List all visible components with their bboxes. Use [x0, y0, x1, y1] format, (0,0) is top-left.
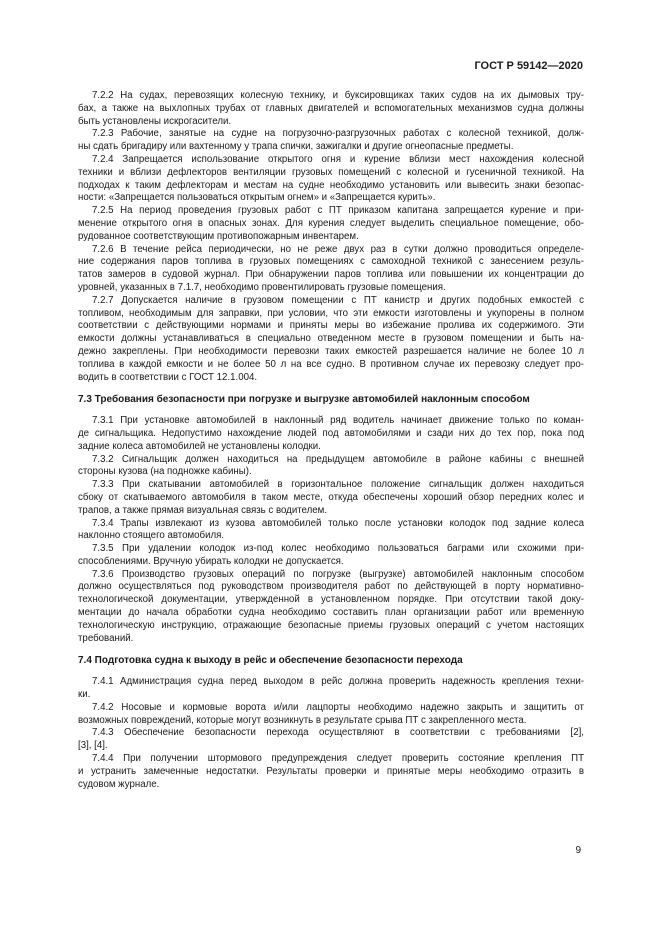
text-line: судовом журнале. — [78, 778, 160, 790]
paragraph-7-3-5 — [78, 543, 584, 569]
text-line: 7.4.4 При получении штормового предупреждения следует проверить состояние крепления ПТ — [92, 753, 584, 765]
paragraph-7-3-3 — [78, 479, 584, 517]
text-line: 7.2.2 На судах, перевозящих колесную технику, и буксировщиках таких судов на их дымовых тру- — [92, 90, 584, 101]
paragraph-7-2-3 — [78, 128, 584, 154]
text-line: стороны кузова (на подножке кабины). — [78, 466, 252, 478]
text-line: и устранить замеченные недостатки. Результаты проверки и принятые меры необходимо отразить в — [78, 765, 584, 777]
text-line: де сигнальщика. Недопустимо нахождение людей под автомобилями и сзади них до тех пор, пока под — [78, 427, 584, 439]
text-line: 7.2.3 Рабочие, занятые на судне на погрузочно-разгрузочных работах с колесной техникой, долж- — [92, 128, 584, 140]
text-line: ментации до начала обработки судна необходимо составить план организации работ или временную — [78, 607, 584, 619]
document-header: ГОСТ Р 59142—2020 — [474, 60, 583, 72]
text-line: ки. — [78, 689, 91, 701]
paragraph-7-2-6 — [78, 244, 584, 295]
paragraph-7-2-7 — [78, 295, 584, 385]
document-body — [78, 90, 584, 791]
section-7-2 — [78, 90, 584, 384]
text-line: менение открытого огня в опасных зонах. Для курения следует выделить специальное помещение, обо- — [78, 217, 584, 229]
paragraph-7-3-1 — [78, 415, 584, 453]
text-line: емкости должны устанавливаться в специально отведенном месте в грузовом помещении и быть на- — [78, 333, 584, 345]
text-line: возможных повреждений, которые могут возникнуть в результате срыва ПТ с закрепленного места. — [78, 714, 527, 726]
text-line: 7.4.3 Обеспечение безопасности перехода осуществляют в соответствии с требованиями [2], — [92, 727, 584, 739]
section-heading-7-4: 7.4 Подготовка судна к выходу в рейс и обеспечение безопасности перехода — [78, 655, 463, 667]
text-line: татов замеров в судовой журнал. При обнаружении паров топлива или повышении их концентрации до — [78, 269, 584, 281]
text-line: 7.2.7 Допускается наличие в грузовом помещении с ПТ канистр и других подобных емкостей с — [92, 294, 584, 306]
text-line: рудованное соответствующим противопожарным инвентарем. — [78, 230, 359, 242]
paragraph-7-4-1 — [78, 676, 584, 702]
paragraph-7-4-4 — [78, 753, 584, 791]
paragraph-7-4-3 — [78, 727, 584, 753]
paragraph-7-4-2 — [78, 702, 584, 728]
text-line: 7.3.3 При скатывании автомобилей в горизонтальное положение сигнальщик должен находиться — [92, 479, 584, 491]
paragraph-7-3-2 — [78, 454, 584, 480]
text-line: уровней, указанных в 7.1.7, необходимо провентилировать грузовые помещения. — [78, 281, 446, 293]
text-line: ны сдать бригадиру или вахтенному у трапа спички, зажигалки и другие огнеопасные предметы. — [78, 141, 514, 153]
paragraph-7-2-4 — [78, 154, 584, 205]
section-7-4 — [78, 676, 584, 791]
section-heading-7-3: 7.3 Требования безопасности при погрузке и выгрузке автомобилей наклонным способом — [78, 394, 530, 406]
text-line: 7.2.6 В течение рейса периодически, но не реже двух раз в сутки должно проводиться определе- — [92, 243, 584, 255]
section-7-3 — [78, 415, 584, 645]
text-line: требований. — [78, 632, 134, 644]
text-line: должно осуществляться под руководством производителя работ по действующей в порту нормативно- — [78, 581, 584, 593]
text-line: подходах к таким дефлекторам и местам на судне необходимо установить или вывесить знаки безопас- — [78, 179, 584, 191]
text-line: 7.2.4 Запрещается использование открытого огня и курение вблизи мест нахождения колесной — [92, 153, 584, 165]
text-line: быть установлены искрогасители. — [78, 115, 232, 127]
paragraph-7-2-2 — [78, 90, 584, 128]
text-line: 7.4.1 Администрация судна перед выходом в рейс должна проверить надежность крепления техни- — [92, 676, 584, 688]
text-line: 7.3.6 Производство грузовых операций по погрузке (выгрузке) автомобилей наклонным способом — [92, 568, 584, 580]
text-line: дежно закреплены. При необходимости перевозки таких емкостей разрешается наличие не более 10 л — [78, 345, 584, 357]
text-line: ности: «Запрещается пользоваться открытым огнем» и «Запрещается курить». — [78, 192, 436, 204]
paragraph-7-3-4 — [78, 518, 584, 544]
text-line: 7.3.1 При установке автомобилей в наклонный ряд водитель начинает движение только по коман- — [92, 415, 584, 427]
text-line: задние колеса автомобилей не установлены колодки. — [78, 440, 321, 452]
text-line: 7.3.2 Сигнальщик должен находиться на предыдущем автомобиле в районе кабины с внешней — [92, 453, 584, 465]
text-line: сбоку от скатываемого автомобиля в таком месте, откуда обеспечены хороший обзор передних колес и — [78, 491, 584, 503]
text-line: наклонно стоящего автомобиля. — [78, 530, 225, 542]
text-line: 7.3.5 При удалении колодок из-под колес необходимо пользоваться баграми или схожими при- — [92, 543, 584, 555]
text-line: технологическую инструкцию, отражающие безопасные приемы грузовых операций с учетом настоящих — [78, 619, 584, 631]
text-line: топлива в каждой емкости и не более 50 л на все судно. В противном случае их перевозку следует про- — [78, 358, 584, 370]
text-line: трапов, а также прямая визуальная связь с водителем. — [78, 504, 328, 516]
text-line: техники и вблизи дефлекторов вентиляции грузовых помещений с колесной и гусеничной техникой. На — [78, 166, 584, 178]
text-line: 7.3.4 Трапы извлекают из кузова автомобилей только после установки колодок под задние колеса — [92, 517, 584, 529]
page-number: 9 — [575, 845, 581, 856]
text-line: технологической документации, утвержденной в установленном порядке. При отсутствии такой доку- — [78, 594, 584, 606]
text-line: [3], [4]. — [78, 740, 108, 752]
text-line: бах, а также на выхлопных трубах от главных двигателей и вспомогательных механизмов судна должны — [78, 102, 584, 114]
text-line: 7.4.2 Носовые и кормовые ворота и/или лацпорты необходимо надежно закрыть и защитить от — [92, 701, 584, 713]
paragraph-7-3-6 — [78, 569, 584, 646]
text-line: ние содержания паров топлива в грузовых помещениях с самоходной техникой с занесением резуль- — [78, 256, 584, 268]
text-line: соответствии с действующими нормами и приняты меры во избежание пролива их содержимого. Эти — [78, 320, 584, 332]
text-line: топливом, необходимым для заправки, при условии, что эти емкости изготовлены и укупорены в полном — [78, 307, 584, 319]
paragraph-7-2-5 — [78, 205, 584, 243]
text-line: 7.2.5 На период проведения грузовых работ с ПТ приказом капитана запрещается курение и при- — [92, 205, 584, 217]
text-line: водить в соответствии с ГОСТ 12.1.004. — [78, 371, 258, 383]
text-line: способлениями. Вручную убирать колодки не допускается. — [78, 555, 344, 567]
